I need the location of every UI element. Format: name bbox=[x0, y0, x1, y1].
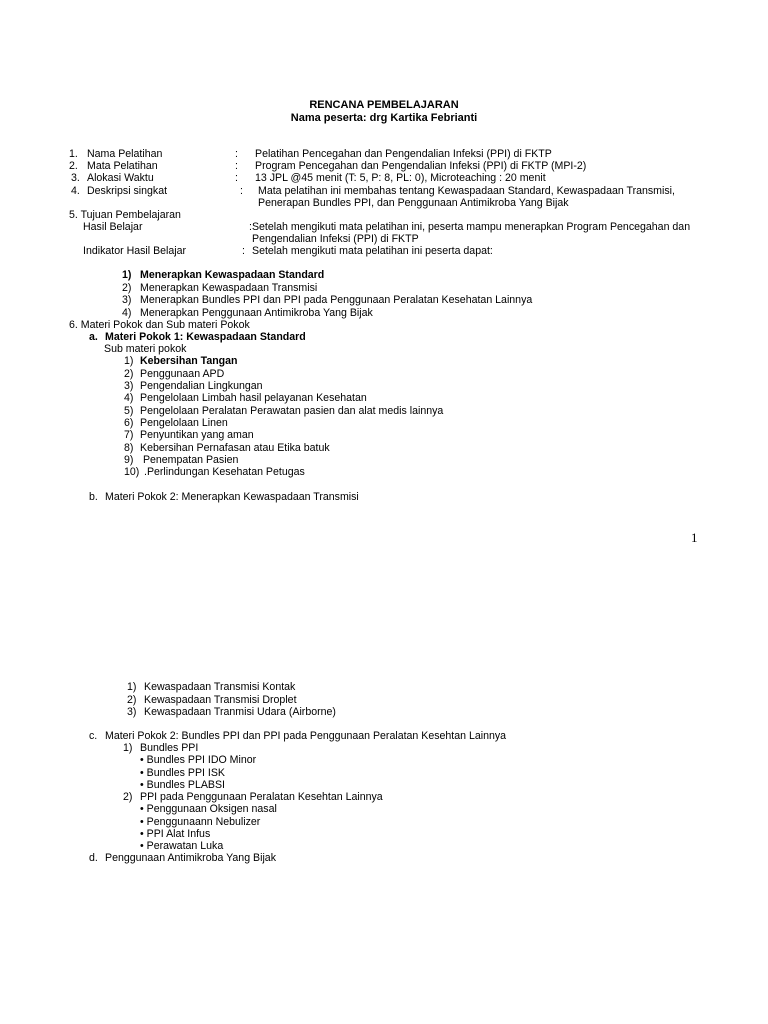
info-sep: : bbox=[235, 160, 238, 172]
info-num: 3. bbox=[71, 172, 80, 184]
info-label: Alokasi Waktu bbox=[87, 172, 154, 184]
sub-item: Penempatan Pasien bbox=[140, 454, 239, 466]
indikator-item: Menerapkan Kewaspadaan Standard bbox=[140, 269, 325, 281]
indikator-num: 2) bbox=[122, 282, 132, 294]
sub-num: 2) bbox=[124, 368, 134, 380]
hasil-label: Hasil Belajar bbox=[83, 221, 143, 233]
info-label: Deskripsi singkat bbox=[87, 185, 168, 197]
info-num: 4. bbox=[71, 185, 80, 197]
sub-num: 4) bbox=[124, 392, 134, 404]
indikator-num: 1) bbox=[122, 269, 132, 281]
participant-name: Nama peserta: drg Kartika Febrianti bbox=[290, 112, 478, 124]
sub-item: Pengelolaan Linen bbox=[140, 417, 228, 429]
sub-item: Kewaspadaan Transmisi Droplet bbox=[144, 694, 297, 706]
bullet-item: • Bundles PPI IDO Minor bbox=[140, 754, 257, 766]
sub-num: 9) bbox=[124, 454, 134, 466]
sub-num: 3) bbox=[127, 706, 137, 718]
info-num: 1. bbox=[69, 148, 78, 160]
info-num: 2. bbox=[69, 160, 78, 172]
bullet-item: • PPI Alat Infus bbox=[140, 828, 211, 840]
info-value: Pelatihan Pencegahan dan Pengendalian Infeksi (PPI) di FKTP bbox=[255, 148, 552, 160]
sub-num: 2) bbox=[127, 694, 137, 706]
info-label: Nama Pelatihan bbox=[87, 148, 163, 160]
sub-num: 7) bbox=[124, 429, 134, 441]
sub-item: Kewaspadaan Tranmisi Udara (Airborne) bbox=[144, 706, 336, 718]
indikator-item: Menerapkan Kewaspadaan Transmisi bbox=[140, 282, 318, 294]
sub-item: Kebersihan Pernafasan atau Etika batuk bbox=[140, 442, 330, 454]
indikator-sep: : bbox=[242, 245, 245, 257]
bullet-item: • Bundles PLABSI bbox=[140, 779, 225, 791]
sub-item: Kewaspadaan Transmisi Kontak bbox=[144, 681, 296, 693]
sub-num: 3) bbox=[124, 380, 134, 392]
materi-a-title: Materi Pokok 1: Kewaspadaan Standard bbox=[105, 331, 306, 343]
document-title: RENCANA PEMBELAJARAN bbox=[309, 99, 459, 111]
sub-num: 6) bbox=[124, 417, 134, 429]
tujuan-heading: 5. Tujuan Pembelajaran bbox=[69, 209, 181, 221]
materi-c-letter: c. bbox=[89, 730, 98, 742]
c2-title: PPI pada Penggunaan Peralatan Kesehtan Lainnya bbox=[140, 791, 383, 803]
bullet-item: • Bundles PPI ISK bbox=[140, 767, 225, 779]
materi-d-title: Penggunaan Antimikroba Yang Bijak bbox=[105, 852, 276, 864]
c1-num: 1) bbox=[123, 742, 133, 754]
c2-num: 2) bbox=[123, 791, 133, 803]
info-value-continued: Penerapan Bundles PPI, dan Penggunaan Antimikroba Yang Bijak bbox=[258, 197, 569, 209]
hasil-value-continued: Pengendalian Infeksi (PPI) di FKTP bbox=[252, 233, 419, 245]
sub-num: 1) bbox=[124, 355, 134, 367]
sub-item: Pengendalian Lingkungan bbox=[140, 380, 263, 392]
materi-b-letter: b. bbox=[89, 491, 98, 503]
hasil-value: :Setelah mengikuti mata pelatihan ini, peserta mampu menerapkan Program Pencegahan dan bbox=[249, 221, 691, 233]
bullet-item: • Penggunaan Oksigen nasal bbox=[140, 803, 277, 815]
sub-item: .Perlindungan Kesehatan Petugas bbox=[144, 466, 305, 478]
materi-b-title: Materi Pokok 2: Menerapkan Kewaspadaan Transmisi bbox=[105, 491, 359, 503]
indikator-num: 3) bbox=[122, 294, 132, 306]
info-sep: : bbox=[235, 148, 238, 160]
page-number: 1 bbox=[691, 530, 698, 545]
indikator-item: Menerapkan Bundles PPI dan PPI pada Penggunaan Peralatan Kesehatan Lainnya bbox=[140, 294, 533, 306]
materi-d-letter: d. bbox=[89, 852, 98, 864]
info-sep: : bbox=[235, 172, 238, 184]
sub-item: Pengelolaan Limbah hasil pelayanan Kesehatan bbox=[140, 392, 367, 404]
bullet-item: • Perawatan Luka bbox=[140, 840, 224, 852]
indikator-label: Indikator Hasil Belajar bbox=[83, 245, 187, 257]
info-label: Mata Pelatihan bbox=[87, 160, 158, 172]
materi-c-title: Materi Pokok 2: Bundles PPI dan PPI pada Penggunaan Peralatan Kesehtan Lainnya bbox=[105, 730, 507, 742]
sub-item: Kebersihan Tangan bbox=[140, 355, 238, 367]
indikator-value: Setelah mengikuti mata pelatihan ini peserta dapat: bbox=[252, 245, 493, 257]
materi-heading: 6. Materi Pokok dan Sub materi Pokok bbox=[69, 319, 250, 331]
info-value: Mata pelatihan ini membahas tentang Kewaspadaan Standard, Kewaspadaan Transmisi, bbox=[258, 185, 675, 197]
sub-item: Penggunaan APD bbox=[140, 368, 225, 380]
materi-a-letter: a. bbox=[89, 331, 98, 343]
sub-item: Pengelolaan Peralatan Perawatan pasien dan alat medis lainnya bbox=[140, 405, 444, 417]
bullet-item: • Penggunaann Nebulizer bbox=[140, 816, 261, 828]
info-value: Program Pencegahan dan Pengendalian Infeksi (PPI) di FKTP (MPI-2) bbox=[255, 160, 587, 172]
sub-num: 5) bbox=[124, 405, 134, 417]
sub-materi-label: Sub materi pokok bbox=[104, 343, 187, 355]
sub-item: Penyuntikan yang aman bbox=[140, 429, 254, 441]
sub-num: 8) bbox=[124, 442, 134, 454]
sub-num: 10) bbox=[124, 466, 140, 478]
c1-title: Bundles PPI bbox=[140, 742, 199, 754]
indikator-num: 4) bbox=[122, 307, 132, 319]
sub-num: 1) bbox=[127, 681, 137, 693]
info-value: 13 JPL @45 menit (T: 5, P: 8, PL: 0), Microteaching : 20 menit bbox=[255, 172, 546, 184]
indikator-item: Menerapkan Penggunaan Antimikroba Yang Bijak bbox=[140, 307, 373, 319]
info-sep: : bbox=[240, 185, 243, 197]
